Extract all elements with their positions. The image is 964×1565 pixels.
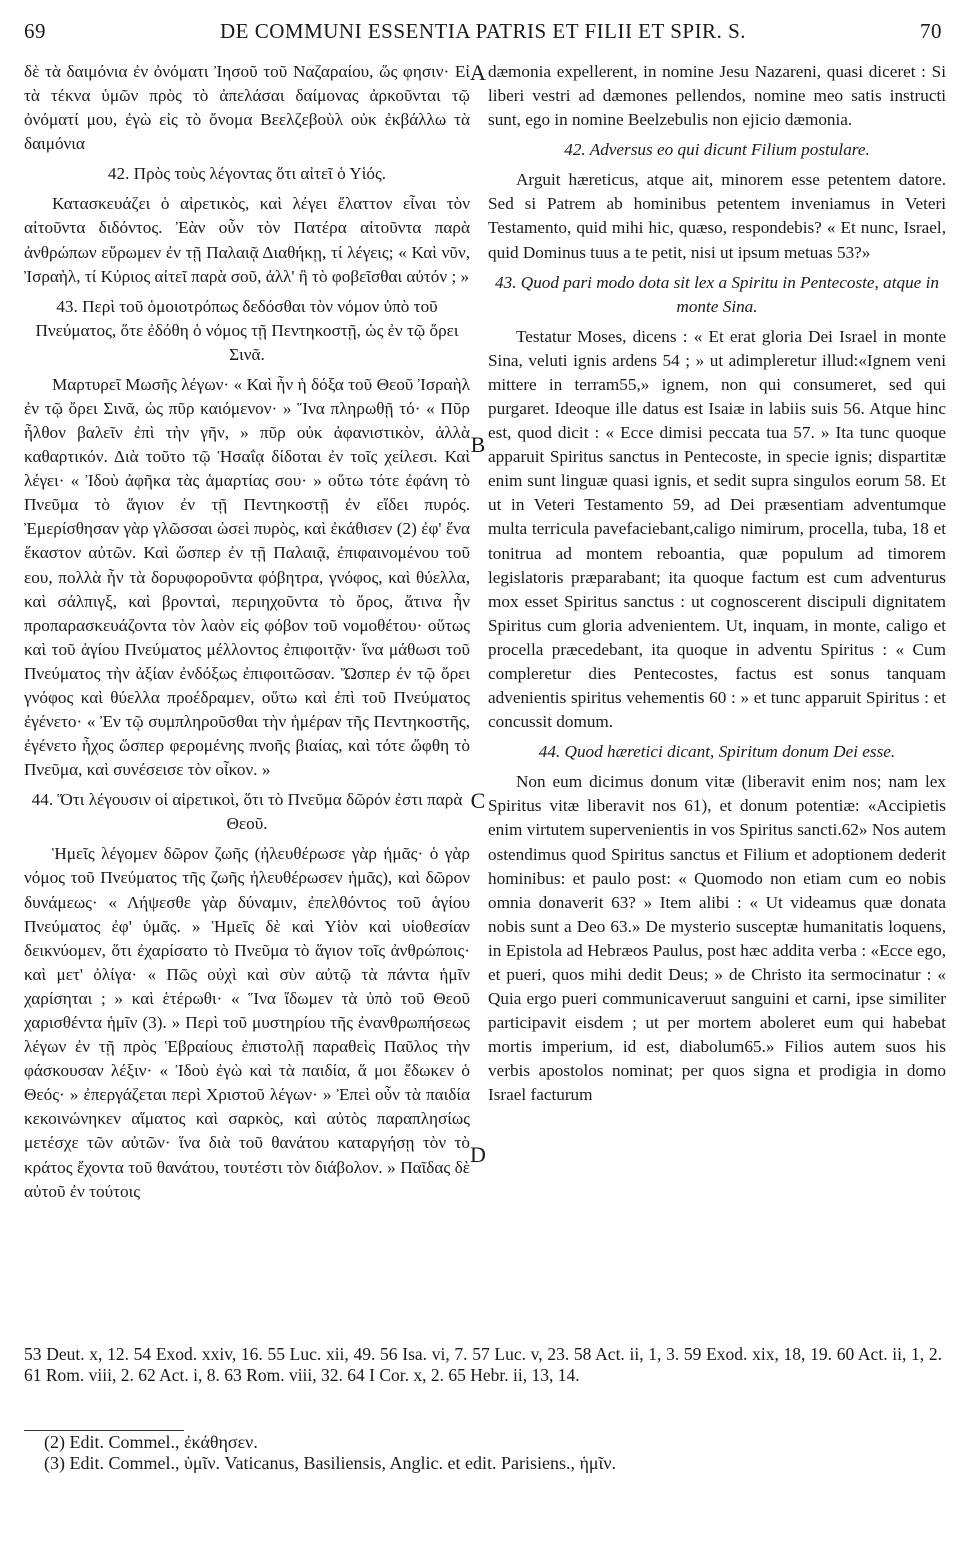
latin-column — [488, 60, 946, 1330]
running-title: DE COMMUNI ESSENTIA PATRIS ET FILII ET SPIR. S. — [219, 18, 746, 43]
latin-paragraph-continued: dæmonia expellerent, in nomine Jesu Nazareni, quasi diceret : Si liberi vestri ad dæmones pellendos, nomine meo satis instructi sunt, ego in nomine Beelzebulis non ejicio dæmonia. — [488, 62, 946, 130]
section-marker-c: C — [470, 788, 486, 813]
editorial-note: (3) Edit. Commel., ὑμῖν. Vaticanus, Basiliensis, Anglic. et edit. Parisiens., ἡμῖν. — [44, 1453, 617, 1473]
latin-paragraph-43: Testatur Moses, dicens : « Et erat gloria Dei Israel in monte Sina, veluti ignis ardens 54 ; » ut adimpleretur illud:«Ignem veni mittere in terram55,» ignem, non qui consumeret, sed qui purgaret. Ideoque ille datus est Isaiæ in labiis suis 56. Atque hinc est, quod dicit : « Ecce dimisi peccata tua 57. » Ita tunc quoque apparuit Spiritus sanctus in Pentecoste, in specie ignis; dispartitæ enim sunt linguæ quasi ignis, et sedit supra singulos eorum 58. Et ut in Veteri Testamento 59, ad Dei præsentiam adventumque multa terricula pavefaciebant,caligo nimirum, procella, tuba, 18 et tonitrua ad montem reboantia, quæ populum ad timorem legislatoris præparabant; ita quoque factum est cum adventurus mox esset Spiritus sanctus : ut cognoscerent discipuli dignitatem Spiritus cum gloria advenientem. Ut, inquam, in monte, caligo et procella præcedebant, ita quoque in adventu Spiritus : « Cum compleretur dies Pentecostes, factus est sonus tanquam advenientis spiritus vehementis 60 : » et tunc apparuit Spiritus : et concussit domum. — [488, 326, 946, 732]
scripture-footnotes: 53 Deut. x, 12. 54 Exod. xxiv, 16. 55 Luc. xii, 49. 56 Isa. vi, 7. 57 Luc. v, 23. 58 Act. ii, 1, 3. 59 Exod. xix, 18, 19. 60 Act. ii, 1, 2. 61 Rom. viii, 2. 62 Act. i, 8. 63 Rom. viii, 32. 64 I Cor. x, 2. 65 Hebr. ii, 13, 14. — [24, 1344, 942, 1385]
latin-heading-42: 42. Adversus eo qui dicunt Filium postulare. — [564, 140, 870, 160]
greek-paragraph-42: Κατασκευάζει ὁ αἱρετικὸς, καὶ λέγει ἔλαττον εἶναι τὸν αἰτοῦντα διδόντος. Ἐὰν οὖν τὸν Πατέρα αἰτοῦντα παρὰ ἀνθρώπων εὕρωμεν ἐν τῇ Παλαιᾷ Διαθήκῃ, τί λέγεις; « Καὶ νῦν, Ἰσραὴλ, τί Κύριος αἰτεῖ παρὰ σοῦ, ἀλλ' ἢ τὸ φοβεῖσθαι αὐτόν ; » — [24, 194, 470, 286]
footnote-rule — [24, 1430, 184, 1431]
editorial-note: (2) Edit. Commel., ἐκάθησεν. — [44, 1432, 258, 1452]
page-number-right: 70 — [919, 18, 942, 43]
page-number-left: 69 — [24, 18, 46, 43]
latin-paragraph-42: Arguit hæreticus, atque ait, minorem esse petentem datore. Sed si Patrem ab hominibus petentem inveniamus in Veteri Testamento, quid mihi hic, quæso, respondebis? « Et nunc, Israel, quid Dominus tuus a te petit, nisi ut ipsum metuas 53?» — [488, 170, 946, 262]
greek-paragraph-43: Μαρτυρεῖ Μωσῆς λέγων· « Καὶ ἦν ἡ δόξα τοῦ Θεοῦ Ἰσραὴλ ἐν τῷ ὄρει Σινᾶ, ὡς πῦρ καιόμενον· » Ἵνα πληρωθῇ τό· « Πῦρ ἦλθον βαλεῖν ἐπὶ τὴν γῆν, » πῦρ οὐκ ἀφανιστικὸν, ἀλλὰ καθαρτικόν. Διὰ τοῦτο τῷ Ἡσαΐᾳ δίδοται ἐν τοῖς χείλεσι. Καὶ λέγει· « Ἰδοὺ ἀφῆκα τὰς ἁμαρτίας σου· » οὕτω τότε ἐφάνη τὸ Πνεῦμα τὸ ἅγιον ἐν τῇ Πεντηκοστῇ ἐν εἴδει πυρός. Ἐμερίσθησαν γὰρ γλῶσσαι ὡσεὶ πυρὸς, καὶ ἐκάθισεν (2) ἐφ' ἕνα ἕκαστον αὐτῶν. Καὶ ὥσπερ ἐν τῇ Παλαιᾷ, ἐπιφαινομένου τοῦ εου, πολλὰ ἦν τὰ δορυφοροῦντα φόβητρα, γνόφος, καὶ θύελλα, καὶ σάλπιγξ, καὶ βρονταὶ, περιηχοῦντα τὸ ὄρος, ἅτινα ἦν προπαρασκευάζοντα τὸν λαὸν εἰς φόβον τοῦ νομοθέτου· οὕτως καὶ τοῦ ἁγίου Πνεύματος μέλλοντος ἐπιφοιτᾷν· ἵνα μάθωσι τοῦ Πνεύματος τὴν ἀξίαν ἐνδόξως ἐπιφοιτῶσαν. Ὥσπερ ἐν τῷ ὄρει γνόφος καὶ θύελλα προέδραμεν, οὕτω καὶ ἐπὶ τοῦ Πνεύματος ἐγένετο· « Ἐν τῷ συμπληροῦσθαι τὴν ἡμέραν τῆς Πεντηκοστῆς, ἐγένετο ἦχος ὥσπερ φερομένης πνοῆς βιαίας, καὶ τότε ὤφθη τὸ Πνεῦμα, καὶ συνέσεισε τὸν οἶκον. » — [24, 374, 470, 780]
section-marker-b: B — [470, 432, 486, 457]
latin-paragraph-44: Non eum dicimus donum vitæ (liberavit enim nos; nam lex Spiritus vitæ liberavit nos 61), et donum potentiæ: «Accipietis enim virtutem supervenientis in vos Spiritus sancti.62» Nos autem ostendimus quod Spiritus sanctus et Filium et adoptionem dederit hominibus: et paulo post: « Quomodo non etiam cum eo nobis omnia donaverit 63? » Item alibi : « Ut videamus quæ donata nobis sunt a Deo 63.» De mysterio susceptæ humanitatis loquens, in Epistola ad Hebræos Paulus, post hæc addita verba : «Ecce ego, et pueri, quos mihi dedit Deus; » de Christo ita sermocinatur : « Quia ergo pueri communicaveruut sanguini et carni, ipse similiter participavit eisdem ; ut per mortem aboleret eum qui habebat mortis imperium, id est, diabolum65.» Filios autem suos his verbis apostolos nominat; per quos signa et prodigia in domo Israel facturum — [488, 772, 946, 1105]
latin-heading-43: 43. Quod pari modo dota sit lex a Spiritu in Pentecoste, atque in monte Sina. — [495, 272, 939, 316]
section-marker-d: D — [470, 1142, 486, 1167]
greek-heading-42: 42. Πρὸς τοὺς λέγοντας ὅτι αἰτεῖ ὁ Υἱός. — [107, 164, 387, 184]
greek-column — [24, 60, 470, 1330]
running-head — [24, 14, 942, 48]
latin-heading-44: 44. Quod hæretici dicant, Spiritum donum Dei esse. — [538, 742, 896, 762]
greek-heading-43: 43. Περὶ τοῦ ὁμοιοτρόπως δεδόσθαι τὸν νόμον ὑπὸ τοῦ Πνεύματος, ὅτε ἐδόθη ὁ νόμος τῇ Πεντηκοστῇ, ὡς ἐν τῷ ὄρει Σινᾶ. — [35, 296, 459, 364]
greek-heading-44: 44. Ὅτι λέγουσιν οἱ αἱρετικοὶ, ὅτι τὸ Πνεῦμα δῶρόν ἐστι παρὰ Θεοῦ. — [31, 790, 463, 834]
section-marker-a: A — [470, 60, 486, 85]
greek-paragraph-44: Ἡμεῖς λέγομεν δῶρον ζωῆς (ἠλευθέρωσε γὰρ ἡμᾶς· ὁ γὰρ νόμος τοῦ Πνεύματος τῆς ζωῆς ἠλευθέρωσεν ἡμᾶς), καὶ δῶρον δυνάμεως· « Λήψεσθε γὰρ δύναμιν, ἐπελθόντος τοῦ ἁγίου Πνεύματος ἐφ' ὑμᾶς. » Ἡμεῖς δὲ καὶ Υἱὸν καὶ υἱοθεσίαν δεικνύομεν, ὅτι ἐχαρίσατο τὸ Πνεῦμα τὸ ἅγιον τοῖς ἀνθρώποις· καὶ μετ' ὀλίγα· « Πῶς οὐχὶ καὶ σὺν αὐτῷ τὰ πάντα ἡμῖν χαρίσηται ; » καὶ ἑτέρωθι· « Ἵνα ἴδωμεν τὰ ὑπὸ τοῦ Θεοῦ χαρισθέντα ἡμῖν (3). » Περὶ τοῦ μυστηρίου τῆς ἐνανθρωπήσεως λέγων ἐν τῇ πρὸς Ἑβραίους ἐπιστολῇ παραθεὶς Παῦλος τὴν φάσκουσαν λέξιν· « Ἰδοὺ ἐγὼ καὶ τὰ παιδία, ἅ μοι ἔδωκεν ὁ Θεός· » ἐπεργάζεται περὶ Χριστοῦ λέγων· » Ἐπεὶ οὖν τὰ παιδία κεκοινώνηκεν αἵματος καὶ σαρκὸς, καὶ αὐτὸς παραπλησίως μετέσχε τῶν αὐτῶν· ἵνα διὰ τοῦ θανάτου καταργήσῃ τὸν τὸ κράτος ἔχοντα τοῦ θανάτου, τουτέστι τὸν διάβολον. » Παῖδας δὲ αὐτοῦ ἐν τούτοις — [24, 844, 470, 1201]
editorial-notes — [44, 1432, 942, 1474]
greek-paragraph-continued: δὲ τὰ δαιμόνια ἐν ὀνόματι Ἰησοῦ τοῦ Ναζαραίου, ὥς φησιν· Εἰ τὰ τέκνα ὑμῶν πρὸς τὸ ἀπελάσαι δαίμονας ἀρκοῦνται τῷ ὀνόματί μου, ἐγὼ εἰς τὸ ὄνομα Βεελζεβοὺλ οὐκ ἐκβάλλω τὰ δαιμόνια — [24, 62, 470, 154]
